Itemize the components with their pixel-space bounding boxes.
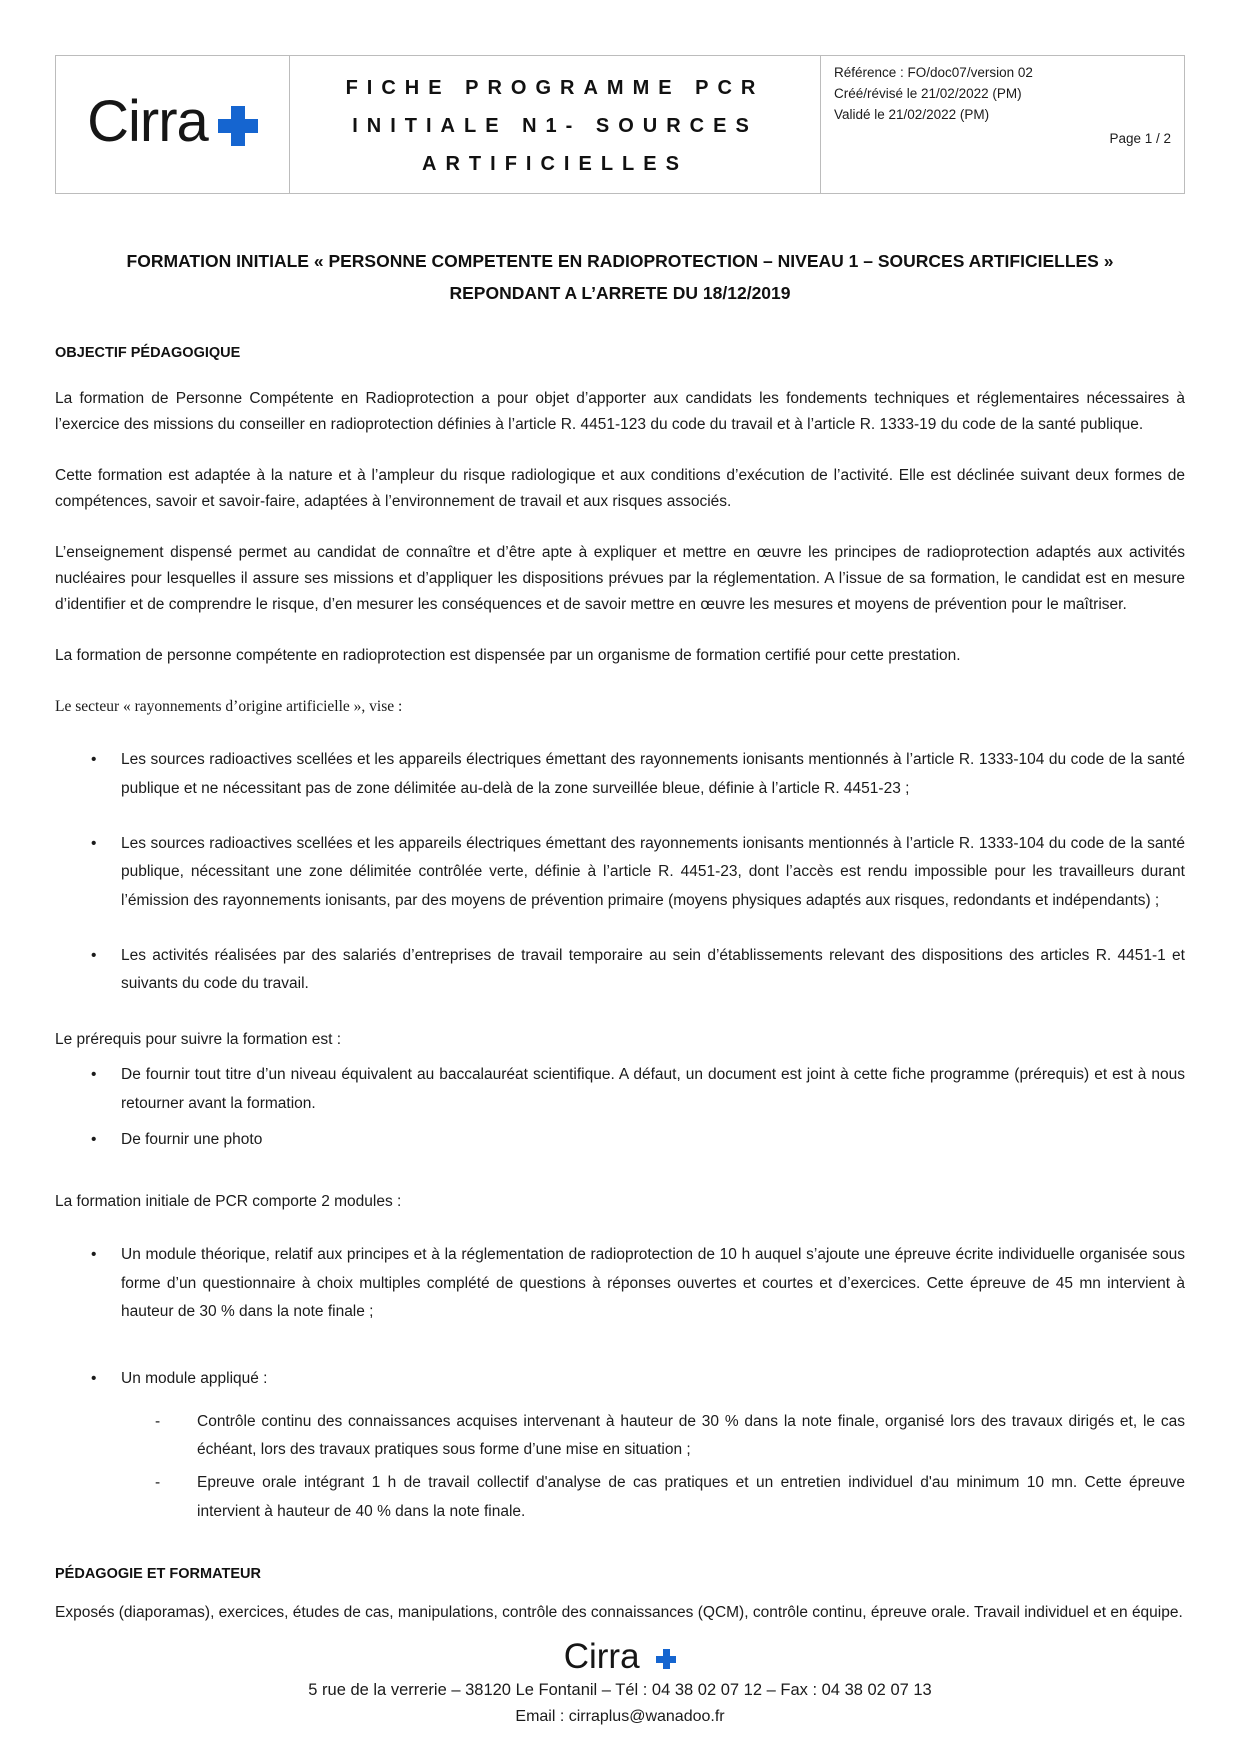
list-item-text: Un module appliqué : — [121, 1370, 268, 1388]
footer-email: Email : cirraplus@wanadoo.fr — [515, 1708, 725, 1725]
document-title-line3: ARTIFICIELLES — [422, 153, 688, 175]
bullet-icon: • — [91, 1131, 97, 1149]
footer-logo-text: Cirra — [563, 1637, 640, 1676]
paragraph-objectif-2: Cette formation est adaptée à la nature et à l’ampleur du risque radiologique et aux conditions d’exécution de l’activité. Elle est déclinée suivant deux formes de compétences, savoir et savoir-faire, adaptées à l’environnement de travail et aux risques associés. — [55, 467, 1185, 511]
bullet-icon: • — [91, 834, 97, 852]
page-number: Page 1 / 2 — [1109, 130, 1171, 146]
reference-box — [821, 56, 1184, 193]
plus-icon — [656, 1649, 676, 1669]
document-title-line2: INITIALE N1- SOURCES — [352, 115, 758, 137]
dash-icon: - — [155, 1412, 161, 1430]
prereq-bullet-list — [55, 1061, 1185, 1155]
bullet-icon: • — [91, 1066, 97, 1084]
main-title: FORMATION INITIALE « PERSONNE COMPETENTE EN RADIOPROTECTION – NIVEAU 1 – SOURCES ARTIFICIELLES » REPONDANT A L’ARRETE DU 18/12/2019 — [126, 251, 1114, 303]
module-sub-bullet-list — [55, 1408, 1185, 1527]
modules-intro: La formation initiale de PCR comporte 2 modules : — [55, 1193, 402, 1211]
list-item — [55, 1241, 1185, 1327]
list-item — [55, 1061, 1185, 1118]
paragraph-objectif-3: L’enseignement dispensé permet au candidat de connaître et d’être apte à expliquer et mettre en œuvre les principes de radioprotection adaptés aux activités nucléaires pour lesquelles il assure ses missions et d’appliquer les dispositions prévues par la réglementation. A l’issue de sa formation, le candidat est en mesure d’identifier et de comprendre le risque, d’en mesurer les conséquences et de savoir mettre en œuvre les mesures et moyens de prévention pour le maîtriser. — [55, 544, 1185, 614]
bullet-icon: • — [91, 946, 97, 964]
list-item-text: Epreuve orale intégrant 1 h de travail collectif d'analyse de cas pratiques et un entretien individuel d'au minimum 10 mn. Cette épreuve intervient à hauteur de 40 % dans la note finale. — [197, 1474, 1185, 1520]
sector-intro: Le secteur « rayonnements d’origine artificielle », vise : — [55, 698, 403, 716]
validated-line: Validé le 21/02/2022 (PM) — [834, 106, 990, 122]
logo-text: Cirra — [87, 89, 208, 154]
list-item-text: De fournir tout titre d’un niveau équivalent au baccalauréat scientifique. A défaut, un document est joint à cette fiche programme (prérequis) et est à nous retourner avant la formation. — [121, 1066, 1185, 1112]
list-item — [55, 830, 1185, 916]
company-logo — [56, 56, 289, 193]
list-item-text: Les sources radioactives scellées et les appareils électriques émettant des rayonnements ionisants mentionnés à l’article R. 1333-104 du code de la santé publique, nécessitant une zone délimitée contrôlée verte, définie à l’article R. 4451-23, dont l’accès est rendu impossible pour les travailleurs durant l’émission des rayonnements ionisants, par des moyens de prévention primaire (moyens physiques adaptés aux risques, redondants et indépendants) ; — [121, 834, 1185, 909]
document-title-line1: FICHE PROGRAMME PCR — [345, 77, 765, 99]
footer — [0, 1637, 1240, 1726]
list-item — [55, 1408, 1185, 1465]
list-item — [55, 1126, 1185, 1155]
dash-icon: - — [155, 1474, 161, 1492]
list-item — [55, 1365, 1185, 1394]
module-bullet-list — [55, 1241, 1185, 1394]
paragraph-objectif-4: La formation de personne compétente en radioprotection est dispensée par un organisme de formation certifié pour cette prestation. — [55, 647, 961, 665]
bullet-icon: • — [91, 1370, 97, 1388]
list-item — [55, 1469, 1185, 1526]
list-item-text: Les sources radioactives scellées et les appareils électriques émettant des rayonnements ionisants mentionnés à l’article R. 1333-104 du code de la santé publique et ne nécessitant pas de zone délimitée au-delà de la zone surveillée bleue, définie à l’article R. 4451-23 ; — [121, 751, 1185, 797]
created-line: Créé/révisé le 21/02/2022 (PM) — [834, 85, 1022, 101]
list-item-text: Contrôle continu des connaissances acquises intervenant à hauteur de 30 % dans la note finale, organisé lors des travaux dirigés et, le cas échéant, lors des travaux pratiques sous forme d’une mise en situation ; — [197, 1412, 1185, 1459]
paragraph-pedagogie-1: Exposés (diaporamas), exercices, études de cas, manipulations, contrôle des connaissances (QCM), contrôle continu, épreuve orale. Travail individuel et en équipe. — [55, 1604, 1183, 1622]
list-item-text: Un module théorique, relatif aux principes et à la réglementation de radioprotection de 10 h auquel s’ajoute une épreuve écrite individuelle organisée sous forme d’un questionnaire à choix multiples complété de questions à réponses ouvertes et courtes et d’exercices. Cette épreuve de 45 mn intervient à hauteur de 30 % dans la note finale ; — [121, 1246, 1185, 1321]
bullet-icon: • — [91, 1246, 97, 1264]
header-table — [55, 55, 1185, 194]
reference-line: Référence : FO/doc07/version 02 — [834, 65, 1033, 80]
paragraph-objectif-1: La formation de Personne Compétente en Radioprotection a pour objet d’apporter aux candidats les fondements techniques et réglementaires nécessaires à l’exercice des missions du conseiller en radioprotection définies à l’article R. 4451-123 du code du travail et à l’article R. 1333-19 du code de la santé publique. — [55, 390, 1185, 434]
list-item-text: De fournir une photo — [121, 1131, 263, 1149]
prereq-intro: Le prérequis pour suivre la formation est : — [55, 1030, 342, 1048]
document-title-block — [289, 56, 821, 193]
footer-address: 5 rue de la verrerie – 38120 Le Fontanil – Tél : 04 38 02 07 12 – Fax : 04 38 02 07 13 — [308, 1681, 932, 1699]
list-item-text: Les activités réalisées par des salariés d’entreprises de travail temporaire au sein d’établissements relevant des dispositions des articles R. 4451-1 et suivants du code du travail. — [121, 946, 1185, 993]
bullet-icon: • — [91, 751, 97, 769]
plus-icon — [218, 106, 258, 146]
section-heading-pedagogie: PÉDAGOGIE ET FORMATEUR — [55, 1566, 261, 1583]
list-item — [55, 942, 1185, 999]
section-heading-objectif: OBJECTIF PÉDAGOGIQUE — [55, 345, 241, 361]
sector-bullet-list — [55, 746, 1185, 999]
list-item — [55, 746, 1185, 803]
footer-logo — [0, 1637, 1240, 1677]
